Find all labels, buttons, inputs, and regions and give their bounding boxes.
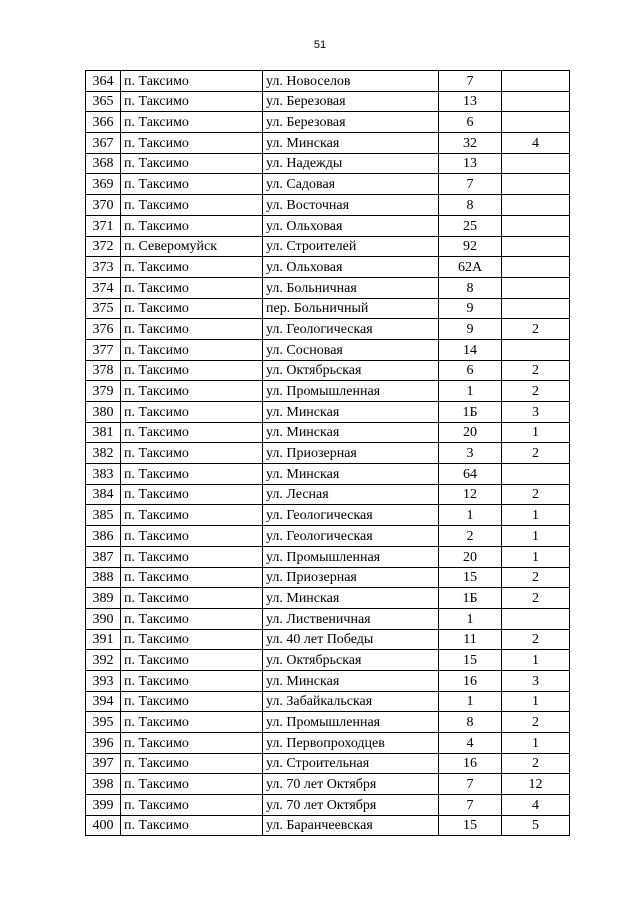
apartment-cell: 1 xyxy=(502,650,570,671)
row-number-cell: 398 xyxy=(86,774,121,795)
row-number-cell: 378 xyxy=(86,360,121,381)
house-number-cell: 4 xyxy=(439,733,502,754)
table-row xyxy=(86,257,570,278)
settlement-cell: п. Таксимо xyxy=(121,277,263,298)
table-row xyxy=(86,319,570,340)
street-cell: пер. Больничный xyxy=(263,298,439,319)
apartment-cell: 2 xyxy=(502,712,570,733)
apartment-cell xyxy=(502,257,570,278)
row-number-cell: 399 xyxy=(86,795,121,816)
street-cell: ул. Баранчеевская xyxy=(263,815,439,836)
row-number-cell: 386 xyxy=(86,526,121,547)
settlement-cell: п. Таксимо xyxy=(121,298,263,319)
table-row xyxy=(86,443,570,464)
table-row xyxy=(86,381,570,402)
row-number-cell: 365 xyxy=(86,91,121,112)
house-number-cell: 9 xyxy=(439,319,502,340)
street-cell: ул. Приозерная xyxy=(263,567,439,588)
address-table-body xyxy=(86,71,570,836)
row-number-cell: 377 xyxy=(86,339,121,360)
settlement-cell: п. Таксимо xyxy=(121,71,263,92)
table-row xyxy=(86,608,570,629)
table-row xyxy=(86,91,570,112)
house-number-cell: 1 xyxy=(439,505,502,526)
row-number-cell: 380 xyxy=(86,402,121,423)
house-number-cell: 16 xyxy=(439,670,502,691)
house-number-cell: 1 xyxy=(439,691,502,712)
street-cell: ул. Октябрьская xyxy=(263,360,439,381)
house-number-cell: 13 xyxy=(439,153,502,174)
table-row xyxy=(86,464,570,485)
table-row xyxy=(86,670,570,691)
apartment-cell xyxy=(502,195,570,216)
apartment-cell: 2 xyxy=(502,629,570,650)
house-number-cell: 1Б xyxy=(439,402,502,423)
row-number-cell: 376 xyxy=(86,319,121,340)
settlement-cell: п. Таксимо xyxy=(121,112,263,133)
apartment-cell: 1 xyxy=(502,546,570,567)
house-number-cell: 20 xyxy=(439,422,502,443)
row-number-cell: 368 xyxy=(86,153,121,174)
settlement-cell: п. Таксимо xyxy=(121,608,263,629)
row-number-cell: 396 xyxy=(86,733,121,754)
row-number-cell: 366 xyxy=(86,112,121,133)
street-cell: ул. Геологическая xyxy=(263,319,439,340)
table-row xyxy=(86,402,570,423)
row-number-cell: 371 xyxy=(86,215,121,236)
row-number-cell: 400 xyxy=(86,815,121,836)
settlement-cell: п. Таксимо xyxy=(121,174,263,195)
row-number-cell: 379 xyxy=(86,381,121,402)
apartment-cell: 4 xyxy=(502,133,570,154)
table-row xyxy=(86,195,570,216)
street-cell: ул. Промышленная xyxy=(263,546,439,567)
settlement-cell: п. Таксимо xyxy=(121,402,263,423)
settlement-cell: п. Таксимо xyxy=(121,733,263,754)
apartment-cell: 2 xyxy=(502,753,570,774)
settlement-cell: п. Таксимо xyxy=(121,712,263,733)
street-cell: ул. Приозерная xyxy=(263,443,439,464)
settlement-cell: п. Таксимо xyxy=(121,443,263,464)
house-number-cell: 1 xyxy=(439,608,502,629)
table-row xyxy=(86,774,570,795)
settlement-cell: п. Таксимо xyxy=(121,753,263,774)
settlement-cell: п. Таксимо xyxy=(121,319,263,340)
table-row xyxy=(86,215,570,236)
house-number-cell: 13 xyxy=(439,91,502,112)
apartment-cell xyxy=(502,236,570,257)
settlement-cell: п. Таксимо xyxy=(121,670,263,691)
apartment-cell xyxy=(502,339,570,360)
settlement-cell: п. Таксимо xyxy=(121,546,263,567)
street-cell: ул. Березовая xyxy=(263,91,439,112)
house-number-cell: 20 xyxy=(439,546,502,567)
street-cell: ул. Промышленная xyxy=(263,381,439,402)
street-cell: ул. Минская xyxy=(263,422,439,443)
row-number-cell: 397 xyxy=(86,753,121,774)
settlement-cell: п. Таксимо xyxy=(121,153,263,174)
settlement-cell: п. Таксимо xyxy=(121,484,263,505)
street-cell: ул. Минская xyxy=(263,464,439,485)
apartment-cell: 1 xyxy=(502,733,570,754)
house-number-cell: 11 xyxy=(439,629,502,650)
house-number-cell: 8 xyxy=(439,277,502,298)
settlement-cell: п. Таксимо xyxy=(121,629,263,650)
settlement-cell: п. Таксимо xyxy=(121,464,263,485)
settlement-cell: п. Таксимо xyxy=(121,339,263,360)
settlement-cell: п. Таксимо xyxy=(121,691,263,712)
apartment-cell: 1 xyxy=(502,505,570,526)
table-row xyxy=(86,526,570,547)
house-number-cell: 1Б xyxy=(439,588,502,609)
house-number-cell: 32 xyxy=(439,133,502,154)
house-number-cell: 7 xyxy=(439,71,502,92)
settlement-cell: п. Таксимо xyxy=(121,195,263,216)
street-cell: ул. Строителей xyxy=(263,236,439,257)
apartment-cell: 1 xyxy=(502,526,570,547)
house-number-cell: 2 xyxy=(439,526,502,547)
street-cell: ул. Больничная xyxy=(263,277,439,298)
table-row xyxy=(86,277,570,298)
house-number-cell: 15 xyxy=(439,567,502,588)
house-number-cell: 6 xyxy=(439,360,502,381)
apartment-cell: 12 xyxy=(502,774,570,795)
row-number-cell: 381 xyxy=(86,422,121,443)
apartment-cell xyxy=(502,608,570,629)
row-number-cell: 395 xyxy=(86,712,121,733)
apartment-cell xyxy=(502,464,570,485)
settlement-cell: п. Таксимо xyxy=(121,133,263,154)
house-number-cell: 12 xyxy=(439,484,502,505)
row-number-cell: 369 xyxy=(86,174,121,195)
street-cell: ул. 40 лет Победы xyxy=(263,629,439,650)
row-number-cell: 385 xyxy=(86,505,121,526)
settlement-cell: п. Таксимо xyxy=(121,795,263,816)
apartment-cell: 2 xyxy=(502,443,570,464)
street-cell: ул. Забайкальская xyxy=(263,691,439,712)
settlement-cell: п. Таксимо xyxy=(121,91,263,112)
house-number-cell: 14 xyxy=(439,339,502,360)
apartment-cell: 4 xyxy=(502,795,570,816)
settlement-cell: п. Таксимо xyxy=(121,505,263,526)
row-number-cell: 373 xyxy=(86,257,121,278)
row-number-cell: 367 xyxy=(86,133,121,154)
table-row xyxy=(86,546,570,567)
street-cell: ул. Промышленная xyxy=(263,712,439,733)
apartment-cell xyxy=(502,215,570,236)
house-number-cell: 6 xyxy=(439,112,502,133)
settlement-cell: п. Северомуйск xyxy=(121,236,263,257)
table-row xyxy=(86,691,570,712)
table-row xyxy=(86,339,570,360)
apartment-cell: 2 xyxy=(502,484,570,505)
settlement-cell: п. Таксимо xyxy=(121,422,263,443)
apartment-cell xyxy=(502,71,570,92)
settlement-cell: п. Таксимо xyxy=(121,381,263,402)
row-number-cell: 393 xyxy=(86,670,121,691)
table-row xyxy=(86,505,570,526)
table-row xyxy=(86,112,570,133)
house-number-cell: 1 xyxy=(439,381,502,402)
house-number-cell: 7 xyxy=(439,174,502,195)
street-cell: ул. Минская xyxy=(263,670,439,691)
house-number-cell: 3 xyxy=(439,443,502,464)
street-cell: ул. Новоселов xyxy=(263,71,439,92)
table-row xyxy=(86,795,570,816)
table-row xyxy=(86,71,570,92)
table-row xyxy=(86,236,570,257)
house-number-cell: 64 xyxy=(439,464,502,485)
apartment-cell: 2 xyxy=(502,381,570,402)
table-row xyxy=(86,422,570,443)
settlement-cell: п. Таксимо xyxy=(121,588,263,609)
apartment-cell xyxy=(502,91,570,112)
street-cell: ул. Садовая xyxy=(263,174,439,195)
apartment-cell xyxy=(502,153,570,174)
row-number-cell: 394 xyxy=(86,691,121,712)
table-row xyxy=(86,567,570,588)
house-number-cell: 9 xyxy=(439,298,502,319)
apartment-cell: 2 xyxy=(502,319,570,340)
street-cell: ул. Минская xyxy=(263,588,439,609)
street-cell: ул. Минская xyxy=(263,402,439,423)
apartment-cell: 1 xyxy=(502,422,570,443)
house-number-cell: 15 xyxy=(439,650,502,671)
street-cell: ул. Первопроходцев xyxy=(263,733,439,754)
row-number-cell: 382 xyxy=(86,443,121,464)
settlement-cell: п. Таксимо xyxy=(121,215,263,236)
row-number-cell: 364 xyxy=(86,71,121,92)
settlement-cell: п. Таксимо xyxy=(121,650,263,671)
house-number-cell: 16 xyxy=(439,753,502,774)
street-cell: ул. Восточная xyxy=(263,195,439,216)
table-row xyxy=(86,629,570,650)
table-row xyxy=(86,650,570,671)
table-row xyxy=(86,360,570,381)
table-row xyxy=(86,712,570,733)
house-number-cell: 7 xyxy=(439,795,502,816)
street-cell: ул. 70 лет Октября xyxy=(263,795,439,816)
apartment-cell xyxy=(502,298,570,319)
house-number-cell: 25 xyxy=(439,215,502,236)
street-cell: ул. Лиственичная xyxy=(263,608,439,629)
house-number-cell: 8 xyxy=(439,712,502,733)
page-number: 51 xyxy=(313,39,327,51)
row-number-cell: 375 xyxy=(86,298,121,319)
street-cell: ул. Ольховая xyxy=(263,257,439,278)
table-row xyxy=(86,484,570,505)
settlement-cell: п. Таксимо xyxy=(121,567,263,588)
house-number-cell: 15 xyxy=(439,815,502,836)
row-number-cell: 391 xyxy=(86,629,121,650)
apartment-cell: 5 xyxy=(502,815,570,836)
row-number-cell: 390 xyxy=(86,608,121,629)
row-number-cell: 387 xyxy=(86,546,121,567)
apartment-cell: 1 xyxy=(502,691,570,712)
row-number-cell: 374 xyxy=(86,277,121,298)
street-cell: ул. Ольховая xyxy=(263,215,439,236)
row-number-cell: 388 xyxy=(86,567,121,588)
settlement-cell: п. Таксимо xyxy=(121,774,263,795)
table-row xyxy=(86,298,570,319)
settlement-cell: п. Таксимо xyxy=(121,360,263,381)
row-number-cell: 389 xyxy=(86,588,121,609)
settlement-cell: п. Таксимо xyxy=(121,815,263,836)
street-cell: ул. Геологическая xyxy=(263,526,439,547)
settlement-cell: п. Таксимо xyxy=(121,257,263,278)
table-row xyxy=(86,174,570,195)
settlement-cell: п. Таксимо xyxy=(121,526,263,547)
table-row xyxy=(86,753,570,774)
street-cell: ул. Геологическая xyxy=(263,505,439,526)
house-number-cell: 7 xyxy=(439,774,502,795)
street-cell: ул. Сосновая xyxy=(263,339,439,360)
table-row xyxy=(86,588,570,609)
address-table xyxy=(85,70,570,836)
house-number-cell: 92 xyxy=(439,236,502,257)
row-number-cell: 372 xyxy=(86,236,121,257)
apartment-cell: 2 xyxy=(502,567,570,588)
house-number-cell: 62А xyxy=(439,257,502,278)
street-cell: ул. 70 лет Октября xyxy=(263,774,439,795)
apartment-cell xyxy=(502,112,570,133)
apartment-cell xyxy=(502,174,570,195)
street-cell: ул. Лесная xyxy=(263,484,439,505)
apartment-cell: 2 xyxy=(502,360,570,381)
street-cell: ул. Октябрьская xyxy=(263,650,439,671)
table-row xyxy=(86,815,570,836)
row-number-cell: 370 xyxy=(86,195,121,216)
house-number-cell: 8 xyxy=(439,195,502,216)
apartment-cell: 3 xyxy=(502,402,570,423)
street-cell: ул. Березовая xyxy=(263,112,439,133)
apartment-cell: 2 xyxy=(502,588,570,609)
table-row xyxy=(86,133,570,154)
table-row xyxy=(86,153,570,174)
row-number-cell: 383 xyxy=(86,464,121,485)
apartment-cell: 3 xyxy=(502,670,570,691)
table-row xyxy=(86,733,570,754)
street-cell: ул. Строительная xyxy=(263,753,439,774)
street-cell: ул. Надежды xyxy=(263,153,439,174)
row-number-cell: 384 xyxy=(86,484,121,505)
apartment-cell xyxy=(502,277,570,298)
street-cell: ул. Минская xyxy=(263,133,439,154)
row-number-cell: 392 xyxy=(86,650,121,671)
